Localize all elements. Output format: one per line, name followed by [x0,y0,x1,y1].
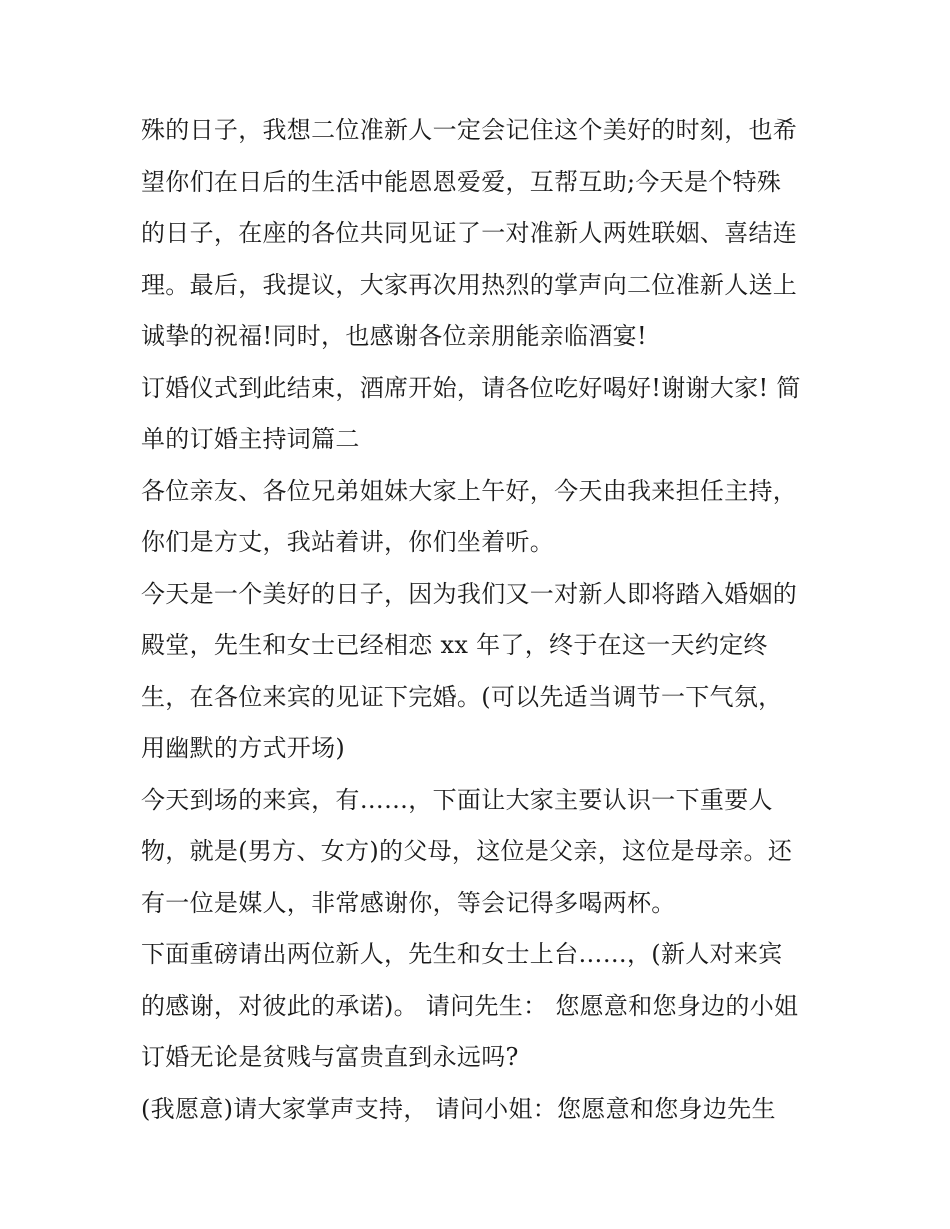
text-line: 下面重磅请出两位新人，先生和女士上台……，(新人对来宾 [141,940,783,968]
text-line: (我愿意)请大家掌声支持， 请问小姐：您愿意和您身边先生 [141,1094,776,1123]
text-line: 单的订婚主持词篇二 [141,425,360,453]
text-line: 有一位是媒人，非常感谢你，等会记得多喝两杯。 [141,888,676,917]
text-line: 诚挚的祝福!同时，也感谢各位亲朋能亲临酒宴! [141,322,647,350]
text-line: 的日子，在座的各位共同见证了一对准新人两姓联姻、喜结连 [141,219,798,247]
text-line: 生，在各位来宾的见证下完婚。(可以先适当调节一下气氛， [141,682,783,711]
text-line: 你们是方丈，我站着讲，你们坐着听。 [141,528,555,556]
text-line: 今天到场的来宾，有……，下面让大家主要认识一下重要人 [141,785,773,814]
text-line: 今天是一个美好的日子，因为我们又一对新人即将踏入婚姻的 [141,579,798,608]
text-line: 殿堂，先生和女士已经相恋 xx 年了，终于在这一天约定终 [141,631,768,659]
text-line: 订婚仪式到此结束，酒席开始，请各位吃好喝好!谢谢大家! 简 [141,373,801,402]
text-line: 殊的日子，我想二位准新人一定会记住这个美好的时刻，也希 [141,116,798,144]
text-line: 望你们在日后的生活中能恩恩爱爱，互帮互助;今天是个特殊 [141,167,782,196]
text-line: 理。最后，我提议，大家再次用热烈的掌声向二位准新人送上 [141,270,798,299]
text-line: 订婚无论是贫贱与富贵直到永远吗? [141,1043,519,1071]
text-line: 物，就是(男方、女方)的父母，这位是父亲，这位是母亲。还 [141,837,793,865]
document-body-text [141,105,821,1135]
text-line: 各位亲友、各位兄弟姐妹大家上午好，今天由我来担任主持， [141,476,798,505]
text-line: 的感谢，对彼此的承诺)。 请问先生： 您愿意和您身边的小姐 [141,991,799,1020]
text-line: 用幽默的方式开场) [141,734,346,762]
